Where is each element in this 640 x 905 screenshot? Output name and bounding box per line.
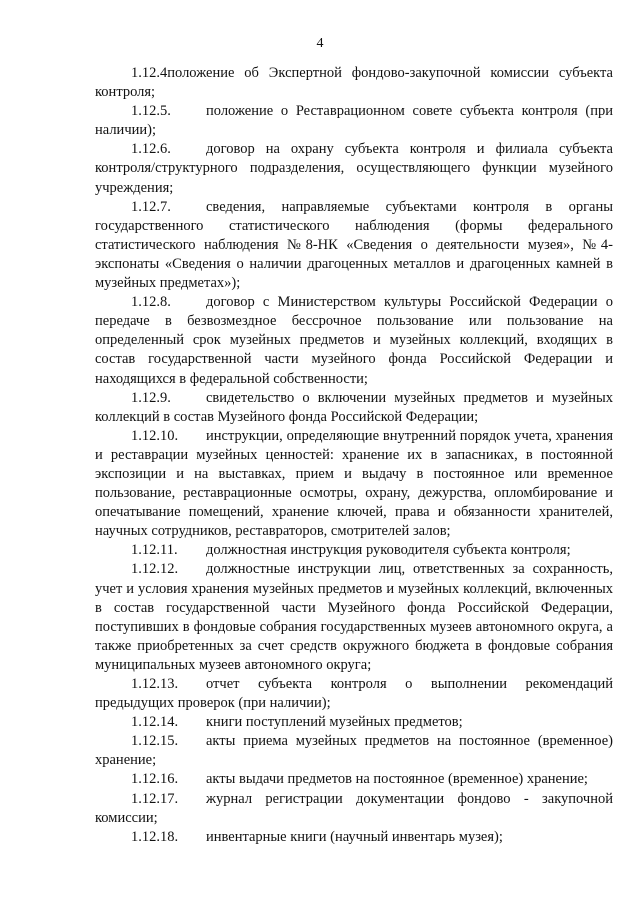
item-number: 1.12.7. bbox=[131, 198, 171, 215]
item-number: 1.12.10. bbox=[131, 427, 179, 444]
item-text: журнал регистрации документации фондово - закупочной комиссии; bbox=[95, 790, 613, 826]
list-item bbox=[95, 102, 613, 140]
list-item bbox=[95, 560, 613, 675]
list-item bbox=[95, 828, 613, 847]
list-item bbox=[95, 427, 613, 542]
item-text: отчет субъекта контроля о выполнении рекомендаций предыдущих проверок (при наличии); bbox=[95, 676, 613, 712]
document-body bbox=[95, 64, 613, 847]
item-text: должностные инструкции лиц, ответственных за сохранность, учет и условия хранения музейных предметов и музейных коллекций, включенных в состав государственной части Музейного фонда Российской Федерации, поступивших в фондовые собрания государственных музеев автономного округа, а также приобретенных за счет средств окружного бюджета в фондовые собрания муниципальных музеев автономного округа; bbox=[95, 561, 613, 673]
item-text: сведения, направляемые субъектами контроля в органы государственного статистического наблюдения (формы федерального статистического наблюдения №8-НК «Сведения о деятельности музея», №4-экспонаты «Сведения о наличии драгоценных металлов и драгоценных камней в музейных предметах»); bbox=[95, 198, 613, 292]
item-number: 1.12.14. bbox=[131, 714, 179, 731]
list-item bbox=[95, 675, 613, 713]
item-number: 1.12.16. bbox=[131, 771, 179, 788]
item-text: акты выдачи предметов на постоянное (временное) хранение; bbox=[206, 771, 588, 788]
item-text: акты приема музейных предметов на постоянное (временное) хранение; bbox=[95, 733, 613, 769]
item-text: инструкции, определяющие внутренний порядок учета, хранения и реставрации музейных ценностей: хранение их в запасниках, в постоянной экспозиции и на выставках, прием и выдачу в постоянное или временное пользование, реставрационные осмотры, охрану, дежурства, опломбирование и опечатывание помещений, хранение ключей, права и обязанности хранителей, научных сотрудников, реставраторов, смотрителей залов; bbox=[95, 427, 613, 540]
item-text: должностная инструкция руководителя субъекта контроля; bbox=[206, 542, 571, 559]
item-number: 1.12.15. bbox=[131, 733, 179, 750]
item-number: 1.12.13. bbox=[131, 676, 179, 692]
item-text: свидетельство о включении музейных предметов и музейных коллекций в состав Музейного фонда Российской Федерации; bbox=[95, 389, 613, 425]
list-item bbox=[95, 790, 613, 828]
item-number: 1.12.6. bbox=[131, 141, 171, 158]
item-number: 1.12.11. bbox=[131, 542, 178, 559]
item-number: 1.12.5. bbox=[131, 103, 171, 120]
item-number: 1.12.12. bbox=[131, 561, 179, 578]
list-item bbox=[95, 64, 613, 102]
item-number: 1.12.8. bbox=[131, 294, 171, 311]
list-item bbox=[95, 713, 613, 732]
list-item bbox=[95, 541, 613, 560]
item-text: договор на охрану субъекта контроля и филиала субъекта контроля/структурного подразделения, осуществляющего функции музейного учреждения; bbox=[95, 141, 613, 196]
item-text: положение о Реставрационном совете субъекта контроля (при наличии); bbox=[95, 103, 613, 139]
item-number: 1.12.9. bbox=[131, 389, 171, 406]
list-item bbox=[95, 770, 613, 789]
list-item bbox=[95, 198, 613, 293]
list-item bbox=[95, 732, 613, 770]
item-number: 1.12.4 bbox=[131, 65, 168, 81]
item-text: положение об Экспертной фондово-закупочной комиссии субъекта контроля; bbox=[95, 65, 613, 101]
item-text: инвентарные книги (научный инвентарь музея); bbox=[206, 828, 503, 845]
item-number: 1.12.17. bbox=[131, 790, 179, 807]
item-number: 1.12.18. bbox=[131, 828, 179, 845]
list-item bbox=[95, 140, 613, 197]
list-item bbox=[95, 293, 613, 388]
page-number: 4 bbox=[316, 36, 324, 51]
list-item bbox=[95, 389, 613, 427]
item-text: договор с Министерством культуры Российской Федерации о передаче в безвозмездное бессрочное пользование или пользование на определенный срок музейных предметов и музейных коллекций, входящих в состав государственной части музейного фонда Российской Федерации и находящихся в федеральной собственности; bbox=[95, 294, 613, 387]
item-text: книги поступлений музейных предметов; bbox=[206, 714, 463, 731]
